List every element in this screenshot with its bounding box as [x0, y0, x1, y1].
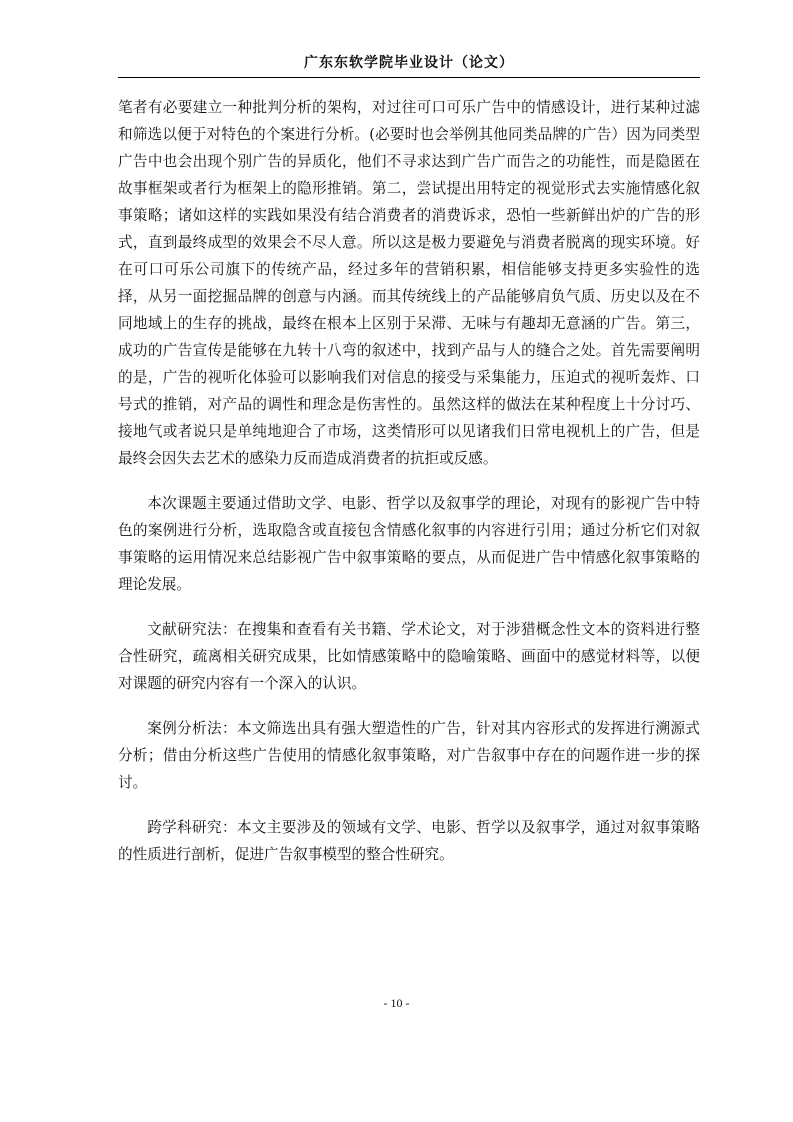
page-header-title: 广东东软学院毕业设计（论文）: [304, 55, 514, 71]
body-text: [118, 94, 700, 868]
paragraph-continuation: 笔者有必要建立一种批判分析的架构，对过往可口可乐广告中的情感设计，进行某种过滤和筛选以便于对特色的个案进行分析。(必要时也会举例其他同类品牌的广告）因为同类型广告中也会出现个别广告的异质化，他们不寻求达到广告广而告之的功能性，而是隐匿在故事框架或者行为框架上的隐形推销。第二，尝试提出用特定的视觉形式去实施情感化叙事策略；诸如这样的实践如果没有结合消费者的消费诉求，恐怕一些新鲜出炉的广告的形式，直到最终成型的效果会不尽人意。所以这是极力要避免与消费者脱离的现实环境。好在可口可乐公司旗下的传统产品，经过多年的营销积累，相信能够支持更多实验性的选择，从另一面挖掘品牌的创意与内涵。而其传统线上的产品能够肩负气质、历史以及在不同地域上的生存的挑战，最终在根本上区别于呆滞、无味与有趣却无意涵的广告。第三，成功的广告宣传是能够在九转十八弯的叙述中，找到产品与人的缝合之处。首先需要阐明的是，广告的视听化体验可以影响我们对信息的接受与采集能力，压迫式的视听轰炸、口号式的推销，对产品的调性和理念是伤害性的。虽然这样的做法在某种程度上十分讨巧、接地气或者说只是单纯地迎合了市场，这类情形可以见诸我们日常电视机上的广告，但是最终会因失去艺术的感染力反而造成消费者的抗拒或反感。: [118, 99, 700, 467]
paragraph-interdisciplinary-method: 跨学科研究：本文主要涉及的领域有文学、电影、哲学以及叙事学，通过对叙事策略的性质进行剖析，促进广告叙事模型的整合性研究。: [118, 819, 700, 863]
page-number: - 10 -: [383, 996, 410, 1010]
paragraph-case-method: 案例分析法：本文筛选出具有强大塑造性的广告，针对其内容形式的发挥进行溯源式分析；借由分析这些广告使用的情感化叙事策略，对广告叙事中存在的问题作进一步的探讨。: [118, 720, 700, 791]
header-divider: [118, 77, 700, 78]
paragraph-literature-method: 文献研究法：在搜集和查看有关书籍、学术论文，对于涉猎概念性文本的资料进行整合性研究，疏离相关研究成果，比如情感策略中的隐喻策略、画面中的感觉材料等，以便对课题的研究内容有一个深入的认识。: [118, 621, 700, 692]
paragraph-research-scope: 本次课题主要通过借助文学、电影、哲学以及叙事学的理论，对现有的影视广告中特色的案例进行分析，选取隐含或直接包含情感化叙事的内容进行引用；通过分析它们对叙事策略的运用情况来总结影视广告中叙事策略的要点，从而促进广告中情感化叙事策略的理论发展。: [118, 495, 700, 593]
